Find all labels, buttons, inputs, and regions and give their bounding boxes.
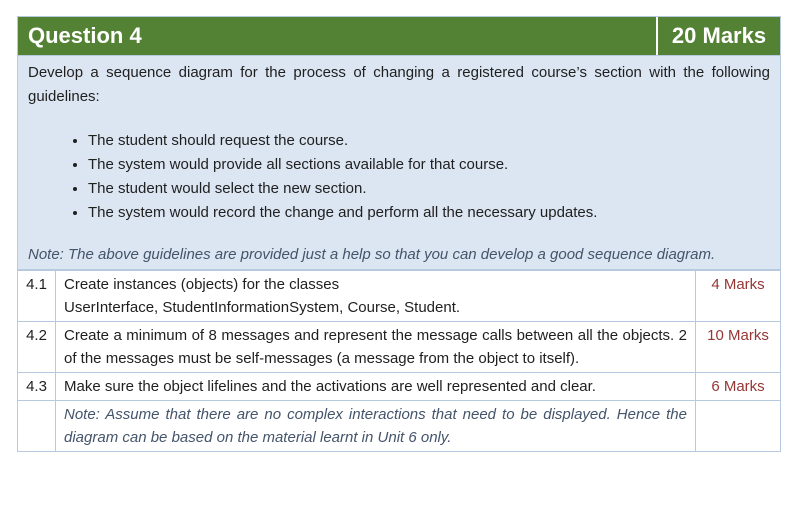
subquestion-text-line: Create instances (objects) for the classes (64, 276, 340, 293)
final-note: Note: Assume that there are no complex interactions that need to be displayed. Hence the diagram can be based on the material learnt in Unit 6 only. (56, 401, 696, 452)
guidelines-note: Note: The above guidelines are provided just a help so that you can develop a good sequence diagram. (28, 246, 716, 263)
subquestion-text (56, 271, 696, 322)
table-row (18, 401, 781, 452)
subquestion-number: 4.3 (18, 373, 56, 401)
question-header (17, 16, 781, 56)
guideline-item: • The system would record the change and perform all the necessary updates. (88, 201, 770, 225)
guideline-item: • The system would provide all sections available for that course. (88, 153, 770, 177)
guideline-item: • The student would select the new section. (88, 177, 770, 201)
subquestion-marks: 4 Marks (696, 271, 781, 322)
question-intro: Develop a sequence diagram for the process of changing a registered course’s section with the following guidelines: (28, 64, 770, 105)
subquestions-table (17, 270, 781, 452)
subquestion-number: 4.2 (18, 322, 56, 373)
guidelines-list (28, 129, 770, 225)
subquestion-text: Create a minimum of 8 messages and represent the message calls between all the objects. 2 of the messages must be self-messages (a message from the object to itself). (56, 322, 696, 373)
guideline-item: • The student should request the course. (88, 129, 770, 153)
subquestion-marks: 10 Marks (696, 322, 781, 373)
empty-cell (696, 401, 781, 452)
subquestion-text: Make sure the object lifelines and the activations are well represented and clear. (56, 373, 696, 401)
subquestion-marks: 6 Marks (696, 373, 781, 401)
question-title: Question 4 (18, 17, 656, 55)
table-row (18, 373, 781, 401)
table-row (18, 271, 781, 322)
question-total-marks: 20 Marks (656, 17, 780, 55)
question-description (17, 56, 781, 270)
subquestion-text-line: UserInterface, StudentInformationSystem, Course, Student. (64, 299, 461, 316)
table-row (18, 322, 781, 373)
empty-cell (18, 401, 56, 452)
question-sheet (17, 16, 781, 452)
subquestion-number: 4.1 (18, 271, 56, 322)
